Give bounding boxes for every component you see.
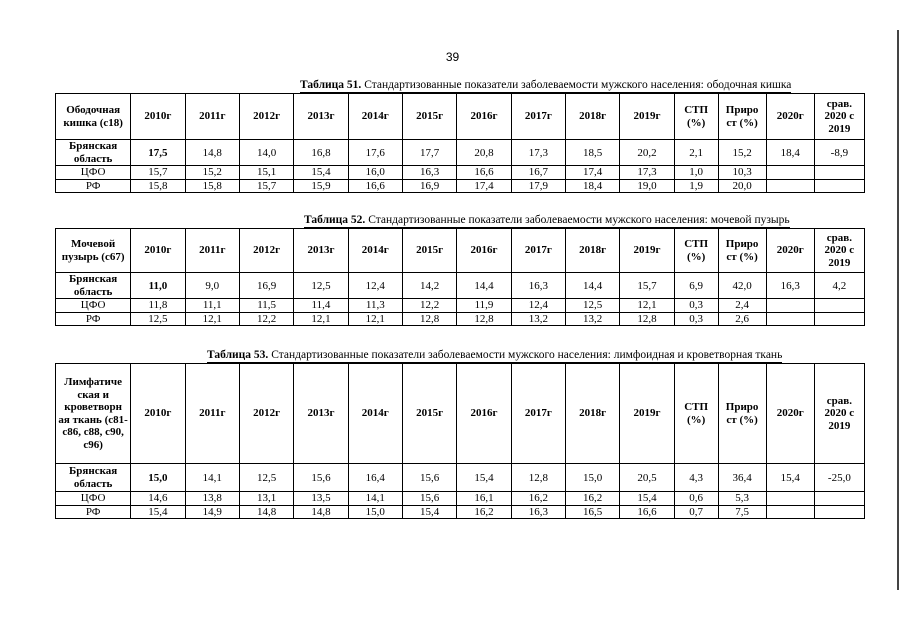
table-cell	[766, 179, 814, 193]
header-cell-2020: 2020г	[766, 364, 814, 464]
table-cell: 12,5	[239, 464, 293, 492]
table-row	[56, 273, 865, 299]
table-caption	[304, 214, 790, 228]
statistics-table	[55, 228, 865, 326]
header-cell-year: 2010г	[131, 94, 185, 140]
table-caption	[207, 349, 782, 363]
table-cell: 15,4	[620, 492, 674, 506]
table-row	[56, 312, 865, 326]
table-cell: 17,3	[620, 166, 674, 180]
table-cell: 16,3	[766, 273, 814, 299]
header-cell-year: 2018г	[566, 364, 620, 464]
table-caption-text: Стандартизованные показатели заболеваемости мужского населения: мочевой пузырь	[365, 214, 790, 226]
header-cell-year: 2015г	[402, 229, 456, 273]
row-label: Брянская область	[56, 273, 131, 299]
table-cell: 11,0	[131, 273, 185, 299]
table-cell: 12,8	[457, 312, 511, 326]
table-cell: 15,6	[402, 464, 456, 492]
header-cell-year: 2014г	[348, 94, 402, 140]
table-cell	[814, 312, 864, 326]
table-cell: 16,4	[348, 464, 402, 492]
table-cell	[766, 312, 814, 326]
table-cell: 15,7	[131, 166, 185, 180]
table-cell	[766, 492, 814, 506]
table-cell: 0,6	[674, 492, 718, 506]
table-cell: 16,2	[457, 505, 511, 519]
table-cell: 0,3	[674, 299, 718, 313]
table-cell: 15,8	[131, 179, 185, 193]
table-cell: 17,7	[402, 140, 456, 166]
table-cell: 15,6	[294, 464, 348, 492]
table-caption-text: Стандартизованные показатели заболеваемости мужского населения: ободочная кишка	[361, 79, 792, 91]
header-cell-year: 2013г	[294, 364, 348, 464]
table-cell: 17,6	[348, 140, 402, 166]
table-cell: 15,4	[294, 166, 348, 180]
header-cell-year: 2017г	[511, 229, 565, 273]
table-cell: 11,4	[294, 299, 348, 313]
table-cell: 14,8	[294, 505, 348, 519]
table-cell: 13,2	[511, 312, 565, 326]
table-cell: 15,7	[620, 273, 674, 299]
header-cell-year: 2013г	[294, 229, 348, 273]
table-cell: 0,3	[674, 312, 718, 326]
table-cell: 16,1	[457, 492, 511, 506]
header-cell-indicator: Лимфатиче ская и кроветворн ая ткань (с81-с86, с88, с90, с96)	[56, 364, 131, 464]
header-cell-growth: Приро ст (%)	[718, 94, 766, 140]
table-caption-label: Таблица 53.	[207, 349, 269, 361]
table-row	[56, 492, 865, 506]
header-cell-year: 2014г	[348, 229, 402, 273]
table-cell: 12,8	[402, 312, 456, 326]
table-cell: 2,4	[718, 299, 766, 313]
table-cell: 18,5	[566, 140, 620, 166]
table-row	[56, 179, 865, 193]
table-cell: 15,4	[457, 464, 511, 492]
table-cell: 15,7	[239, 179, 293, 193]
row-label: ЦФО	[56, 492, 131, 506]
table-cell	[814, 179, 864, 193]
table-cell: 15,4	[402, 505, 456, 519]
table-cell: 16,3	[511, 273, 565, 299]
table-cell: 14,6	[131, 492, 185, 506]
table-cell	[766, 299, 814, 313]
table-cell: 16,3	[402, 166, 456, 180]
table-cell	[766, 505, 814, 519]
table-row	[56, 140, 865, 166]
table-cell: 7,5	[718, 505, 766, 519]
table-cell: 42,0	[718, 273, 766, 299]
table-cell: 16,9	[402, 179, 456, 193]
table-cell: 16,6	[457, 166, 511, 180]
table-cell: 11,3	[348, 299, 402, 313]
table-cell: 12,5	[131, 312, 185, 326]
table-row	[56, 166, 865, 180]
table-cell: 16,5	[566, 505, 620, 519]
table-cell: 12,1	[348, 312, 402, 326]
header-cell-year: 2015г	[402, 364, 456, 464]
table-cell: 15,0	[566, 464, 620, 492]
table-cell: 20,2	[620, 140, 674, 166]
table-cell: 10,3	[718, 166, 766, 180]
row-label: РФ	[56, 505, 131, 519]
table-cell: 16,9	[239, 273, 293, 299]
table-cell: 15,9	[294, 179, 348, 193]
table-row	[56, 464, 865, 492]
table-cell: 16,2	[566, 492, 620, 506]
table-cell: 4,2	[814, 273, 864, 299]
table-cell: 12,4	[511, 299, 565, 313]
table-row	[56, 299, 865, 313]
table-cell: 12,4	[348, 273, 402, 299]
table-cell: 12,5	[566, 299, 620, 313]
table-cell: 11,9	[457, 299, 511, 313]
header-cell-2020: 2020г	[766, 229, 814, 273]
margin-rule	[897, 30, 899, 590]
table-cell: 2,6	[718, 312, 766, 326]
header-cell-compare: срав. 2020 с 2019	[814, 229, 864, 273]
header-cell-compare: срав. 2020 с 2019	[814, 94, 864, 140]
table-cell: 12,1	[185, 312, 239, 326]
table-cell: 14,1	[348, 492, 402, 506]
table-row	[56, 505, 865, 519]
header-cell-year: 2011г	[185, 364, 239, 464]
table-cell: 16,6	[348, 179, 402, 193]
table-cell: 12,8	[620, 312, 674, 326]
table-cell	[814, 166, 864, 180]
table-cell: 14,8	[185, 140, 239, 166]
header-cell-indicator: Ободочная кишка (с18)	[56, 94, 131, 140]
header-cell-year: 2012г	[239, 229, 293, 273]
table-cell: 6,9	[674, 273, 718, 299]
table-cell: 15,4	[766, 464, 814, 492]
table-cell: 11,5	[239, 299, 293, 313]
table-cell: 12,1	[294, 312, 348, 326]
table-cell: 12,2	[239, 312, 293, 326]
table-cell: 15,4	[131, 505, 185, 519]
table-cell: 13,8	[185, 492, 239, 506]
table-cell: 18,4	[566, 179, 620, 193]
row-label: Брянская область	[56, 464, 131, 492]
header-cell-year: 2014г	[348, 364, 402, 464]
table-caption-label: Таблица 52.	[304, 214, 366, 226]
table-cell: 17,9	[511, 179, 565, 193]
table-cell: 12,5	[294, 273, 348, 299]
table-cell: 9,0	[185, 273, 239, 299]
table-cell	[766, 166, 814, 180]
header-cell-growth: Приро ст (%)	[718, 229, 766, 273]
table-cell: 12,8	[511, 464, 565, 492]
table-cell	[814, 492, 864, 506]
table-cell: -25,0	[814, 464, 864, 492]
table-cell: 16,0	[348, 166, 402, 180]
table-cell: 5,3	[718, 492, 766, 506]
table-cell: 15,2	[185, 166, 239, 180]
row-label: ЦФО	[56, 166, 131, 180]
row-label: ЦФО	[56, 299, 131, 313]
table-cell: 17,3	[511, 140, 565, 166]
header-cell-year: 2016г	[457, 364, 511, 464]
table-cell: 1,9	[674, 179, 718, 193]
table-cell: 11,1	[185, 299, 239, 313]
table-cell: 15,2	[718, 140, 766, 166]
header-cell-year: 2010г	[131, 229, 185, 273]
header-cell-year: 2010г	[131, 364, 185, 464]
table-cell: 17,4	[457, 179, 511, 193]
table-cell: 16,8	[294, 140, 348, 166]
table-cell: 1,0	[674, 166, 718, 180]
table-cell: 36,4	[718, 464, 766, 492]
header-cell-year: 2012г	[239, 94, 293, 140]
table-cell: 14,9	[185, 505, 239, 519]
table-cell: 14,4	[457, 273, 511, 299]
header-cell-year: 2017г	[511, 94, 565, 140]
row-label: Брянская область	[56, 140, 131, 166]
header-cell-year: 2018г	[566, 229, 620, 273]
table-cell: 16,7	[511, 166, 565, 180]
header-cell-year: 2019г	[620, 229, 674, 273]
table-cell: 20,8	[457, 140, 511, 166]
table-cell: 13,1	[239, 492, 293, 506]
table-cell: 2,1	[674, 140, 718, 166]
table-caption	[300, 79, 791, 93]
table-cell: 14,0	[239, 140, 293, 166]
header-cell-year: 2012г	[239, 364, 293, 464]
table-cell: 13,5	[294, 492, 348, 506]
header-cell-year: 2016г	[457, 94, 511, 140]
table-cell: 20,0	[718, 179, 766, 193]
table-cell: 0,7	[674, 505, 718, 519]
table-cell: 16,2	[511, 492, 565, 506]
table-cell: 14,8	[239, 505, 293, 519]
page-number: 39	[445, 50, 460, 64]
table-cell: 15,1	[239, 166, 293, 180]
header-cell-year: 2011г	[185, 229, 239, 273]
header-cell-compare: срав. 2020 с 2019	[814, 364, 864, 464]
table-cell	[814, 505, 864, 519]
table-caption-text: Стандартизованные показатели заболеваемости мужского населения: лимфоидная и кроветворная ткань	[268, 349, 783, 361]
table-cell: 11,8	[131, 299, 185, 313]
table-cell: 15,6	[402, 492, 456, 506]
table-cell: 15,0	[131, 464, 185, 492]
table-cell: -8,9	[814, 140, 864, 166]
table-cell: 15,0	[348, 505, 402, 519]
table-cell: 13,2	[566, 312, 620, 326]
table-cell: 4,3	[674, 464, 718, 492]
header-cell-2020: 2020г	[766, 94, 814, 140]
table-cell: 16,3	[511, 505, 565, 519]
header-cell-year: 2016г	[457, 229, 511, 273]
table-cell: 15,8	[185, 179, 239, 193]
header-cell-year: 2015г	[402, 94, 456, 140]
table-cell: 14,1	[185, 464, 239, 492]
table-cell	[814, 299, 864, 313]
row-label: РФ	[56, 312, 131, 326]
header-cell-year: 2019г	[620, 364, 674, 464]
table-cell: 12,1	[620, 299, 674, 313]
table-cell: 14,4	[566, 273, 620, 299]
header-cell-stp: СТП (%)	[674, 229, 718, 273]
header-cell-year: 2019г	[620, 94, 674, 140]
header-cell-year: 2018г	[566, 94, 620, 140]
header-cell-stp: СТП (%)	[674, 364, 718, 464]
row-label: РФ	[56, 179, 131, 193]
statistics-table	[55, 363, 865, 519]
table-cell: 12,2	[402, 299, 456, 313]
table-cell: 17,5	[131, 140, 185, 166]
table-cell: 19,0	[620, 179, 674, 193]
header-cell-stp: СТП (%)	[674, 94, 718, 140]
header-cell-year: 2013г	[294, 94, 348, 140]
header-cell-year: 2011г	[185, 94, 239, 140]
table-cell: 14,2	[402, 273, 456, 299]
statistics-table	[55, 93, 865, 193]
table-cell: 18,4	[766, 140, 814, 166]
header-cell-growth: Приро ст (%)	[718, 364, 766, 464]
table-cell: 17,4	[566, 166, 620, 180]
table-cell: 16,6	[620, 505, 674, 519]
table-caption-label: Таблица 51.	[300, 79, 362, 91]
table-cell: 20,5	[620, 464, 674, 492]
header-cell-indicator: Мочевой пузырь (с67)	[56, 229, 131, 273]
header-cell-year: 2017г	[511, 364, 565, 464]
